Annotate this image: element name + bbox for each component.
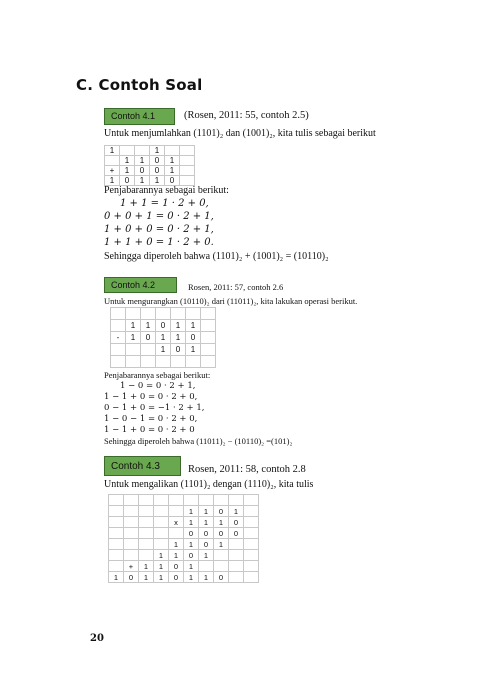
table-cell: 1 [229, 506, 244, 517]
table-cell [135, 146, 150, 156]
table-cell [154, 539, 169, 550]
table-cell [109, 517, 124, 528]
table-cell [111, 320, 126, 332]
table-cell [180, 166, 195, 176]
table-cell: 1 [109, 572, 124, 583]
table-cell [141, 344, 156, 356]
table-cell [126, 344, 141, 356]
table-cell [169, 528, 184, 539]
table-cell [111, 356, 126, 368]
table-cell: 1 [199, 506, 214, 517]
table-cell [139, 517, 154, 528]
table-cell: 1 [135, 156, 150, 166]
table-cell [154, 528, 169, 539]
table-row [109, 528, 259, 539]
table-cell [169, 495, 184, 506]
example-badge-4-2: Contoh 4.2 [104, 277, 177, 293]
table-cell: 0 [171, 344, 186, 356]
table-cell [244, 550, 259, 561]
table-cell [184, 495, 199, 506]
table-cell [199, 495, 214, 506]
example-badge-4-1: Contoh 4.1 [104, 108, 175, 125]
table-row [105, 156, 195, 166]
table-cell [126, 308, 141, 320]
subtraction-table [110, 307, 216, 368]
table-cell: 1 [169, 539, 184, 550]
table-cell [186, 308, 201, 320]
section-heading: C. Contoh Soal [76, 76, 203, 94]
table-cell: 1 [169, 550, 184, 561]
table-row [111, 344, 216, 356]
table-cell [244, 561, 259, 572]
example-reference-4-2: Rosen, 2011: 57, contoh 2.6 [188, 282, 284, 292]
table-cell [109, 561, 124, 572]
table-cell: 0 [165, 176, 180, 186]
table-cell [180, 156, 195, 166]
breakdown-lead-4-2: Penjabarannya sebagai berikut: [104, 370, 211, 380]
table-cell [139, 506, 154, 517]
table-cell [199, 561, 214, 572]
table-cell: 0 [229, 517, 244, 528]
table-cell: 0 [184, 528, 199, 539]
table-cell [141, 356, 156, 368]
table-cell [105, 156, 120, 166]
multiplication-table [108, 494, 259, 583]
table-cell: 1 [184, 517, 199, 528]
table-cell: 1 [150, 176, 165, 186]
table-cell [244, 495, 259, 506]
table-cell: 1 [165, 156, 180, 166]
table-cell [201, 320, 216, 332]
step-line: 1 − 1 + 0 = 0 · 2 + 0, [104, 392, 198, 402]
table-cell: 0 [124, 572, 139, 583]
table-row [109, 506, 259, 517]
table-cell: 1 [184, 506, 199, 517]
table-cell [139, 539, 154, 550]
table-row [105, 176, 195, 186]
table-cell: 1 [186, 320, 201, 332]
table-row [109, 550, 259, 561]
table-cell: x [169, 517, 184, 528]
example-intro-4-2: Untuk mengurangkan (10110)₂ dari (11011)₂, kita lakukan operasi berikut. [104, 296, 358, 306]
step-line: 1 − 0 = 0 · 2 + 1, [120, 381, 196, 391]
table-cell: 0 [141, 332, 156, 344]
table-cell: 0 [214, 506, 229, 517]
step-line: 1 + 0 + 0 = 0 · 2 + 1, [104, 224, 214, 235]
table-cell: 1 [154, 550, 169, 561]
table-cell: + [105, 166, 120, 176]
table-cell [214, 550, 229, 561]
table-cell [165, 146, 180, 156]
table-cell [124, 506, 139, 517]
table-cell: 1 [156, 344, 171, 356]
table-cell [186, 356, 201, 368]
table-cell: 0 [150, 156, 165, 166]
table-cell [111, 344, 126, 356]
table-cell [109, 550, 124, 561]
table-cell [171, 308, 186, 320]
table-cell: 1 [184, 572, 199, 583]
table-cell [201, 308, 216, 320]
table-cell [124, 517, 139, 528]
table-cell [201, 344, 216, 356]
breakdown-lead-4-1: Penjabarannya sebagai berikut: [104, 185, 229, 196]
table-cell: 1 [126, 320, 141, 332]
table-cell [214, 495, 229, 506]
table-cell [201, 332, 216, 344]
table-row [111, 332, 216, 344]
table-row [109, 572, 259, 583]
example-reference-4-3: Rosen, 2011: 58, contoh 2.8 [188, 464, 306, 475]
table-cell [229, 561, 244, 572]
table-cell [141, 308, 156, 320]
table-cell [139, 495, 154, 506]
table-cell [109, 539, 124, 550]
table-cell: 1 [154, 561, 169, 572]
table-row [105, 146, 195, 156]
table-cell [109, 495, 124, 506]
table-cell: 1 [184, 561, 199, 572]
table-row [109, 517, 259, 528]
table-cell: 1 [105, 146, 120, 156]
conclusion-4-2: Sehingga diperoleh bahwa (11011)₂ − (10110)₂ =(101)₂ [104, 436, 293, 446]
table-cell [229, 539, 244, 550]
table-cell [180, 146, 195, 156]
table-cell: 0 [214, 528, 229, 539]
step-line: 1 − 0 − 1 = 0 · 2 + 0, [104, 414, 198, 424]
table-cell [229, 495, 244, 506]
example-reference-4-1: (Rosen, 2011: 55, contoh 2.5) [184, 110, 309, 121]
step-line: 1 + 1 + 0 = 1 · 2 + 0. [104, 237, 214, 248]
table-cell [124, 495, 139, 506]
table-cell [109, 528, 124, 539]
table-row [109, 539, 259, 550]
table-cell: 1 [126, 332, 141, 344]
table-cell [139, 528, 154, 539]
table-cell [244, 572, 259, 583]
table-cell: 0 [169, 561, 184, 572]
table-cell: 1 [120, 156, 135, 166]
table-row [111, 320, 216, 332]
page-number: 20 [90, 633, 104, 644]
table-cell [111, 308, 126, 320]
table-cell: 1 [184, 539, 199, 550]
table-cell [201, 356, 216, 368]
table-cell: 1 [156, 332, 171, 344]
table-cell [229, 572, 244, 583]
table-cell [169, 506, 184, 517]
table-row [111, 356, 216, 368]
table-row [105, 166, 195, 176]
table-cell: 1 [150, 146, 165, 156]
table-cell [139, 550, 154, 561]
table-cell [244, 528, 259, 539]
table-cell: 1 [199, 572, 214, 583]
table-cell: 1 [214, 517, 229, 528]
table-cell: 1 [199, 550, 214, 561]
table-cell: + [124, 561, 139, 572]
table-cell [244, 539, 259, 550]
step-line: 0 + 0 + 1 = 0 · 2 + 1, [104, 211, 214, 222]
table-cell [244, 517, 259, 528]
table-cell: 1 [120, 166, 135, 176]
step-line: 0 − 1 + 0 = −1 · 2 + 1, [104, 403, 205, 413]
table-cell [124, 550, 139, 561]
table-cell [124, 528, 139, 539]
table-cell: 0 [214, 572, 229, 583]
table-cell: 1 [135, 176, 150, 186]
table-cell [154, 506, 169, 517]
table-cell: 0 [150, 166, 165, 176]
example-badge-4-3: Contoh 4.3 [104, 456, 181, 476]
table-cell: 0 [199, 539, 214, 550]
example-intro-4-1: Untuk menjumlahkan (1101)₂ dan (1001)₂, kita tulis sebagai berikut [104, 128, 376, 139]
table-cell: - [111, 332, 126, 344]
table-cell [154, 495, 169, 506]
table-cell [124, 539, 139, 550]
table-cell: 1 [171, 332, 186, 344]
step-line: 1 − 1 + 0 = 0 · 2 + 0 [104, 425, 195, 435]
addition-table [104, 145, 195, 186]
table-cell [120, 146, 135, 156]
table-cell: 0 [186, 332, 201, 344]
table-cell: 0 [229, 528, 244, 539]
conclusion-4-1: Sehingga diperoleh bahwa (1101)₂ + (1001)₂ = (10110)₂ [104, 251, 329, 262]
table-cell: 1 [139, 561, 154, 572]
table-cell [126, 356, 141, 368]
table-cell: 1 [141, 320, 156, 332]
step-line: 1 + 1 = 1 · 2 + 0, [120, 198, 209, 209]
table-cell: 0 [120, 176, 135, 186]
table-cell: 1 [199, 517, 214, 528]
table-cell [244, 506, 259, 517]
table-cell [180, 176, 195, 186]
table-row [111, 308, 216, 320]
table-row [109, 495, 259, 506]
table-cell [214, 561, 229, 572]
table-cell: 1 [105, 176, 120, 186]
table-cell: 1 [154, 572, 169, 583]
table-cell: 0 [135, 166, 150, 176]
table-row [109, 561, 259, 572]
table-cell: 0 [184, 550, 199, 561]
table-cell [109, 506, 124, 517]
table-cell [171, 356, 186, 368]
table-cell: 1 [165, 166, 180, 176]
table-cell: 0 [169, 572, 184, 583]
table-cell: 1 [214, 539, 229, 550]
table-cell: 0 [156, 320, 171, 332]
table-cell: 0 [199, 528, 214, 539]
table-cell: 1 [139, 572, 154, 583]
table-cell [156, 308, 171, 320]
table-cell: 1 [186, 344, 201, 356]
table-cell [156, 356, 171, 368]
table-cell [154, 517, 169, 528]
example-intro-4-3: Untuk mengalikan (1101)₂ dengan (1110)₂, kita tulis [104, 479, 314, 490]
table-cell: 1 [171, 320, 186, 332]
table-cell [229, 550, 244, 561]
